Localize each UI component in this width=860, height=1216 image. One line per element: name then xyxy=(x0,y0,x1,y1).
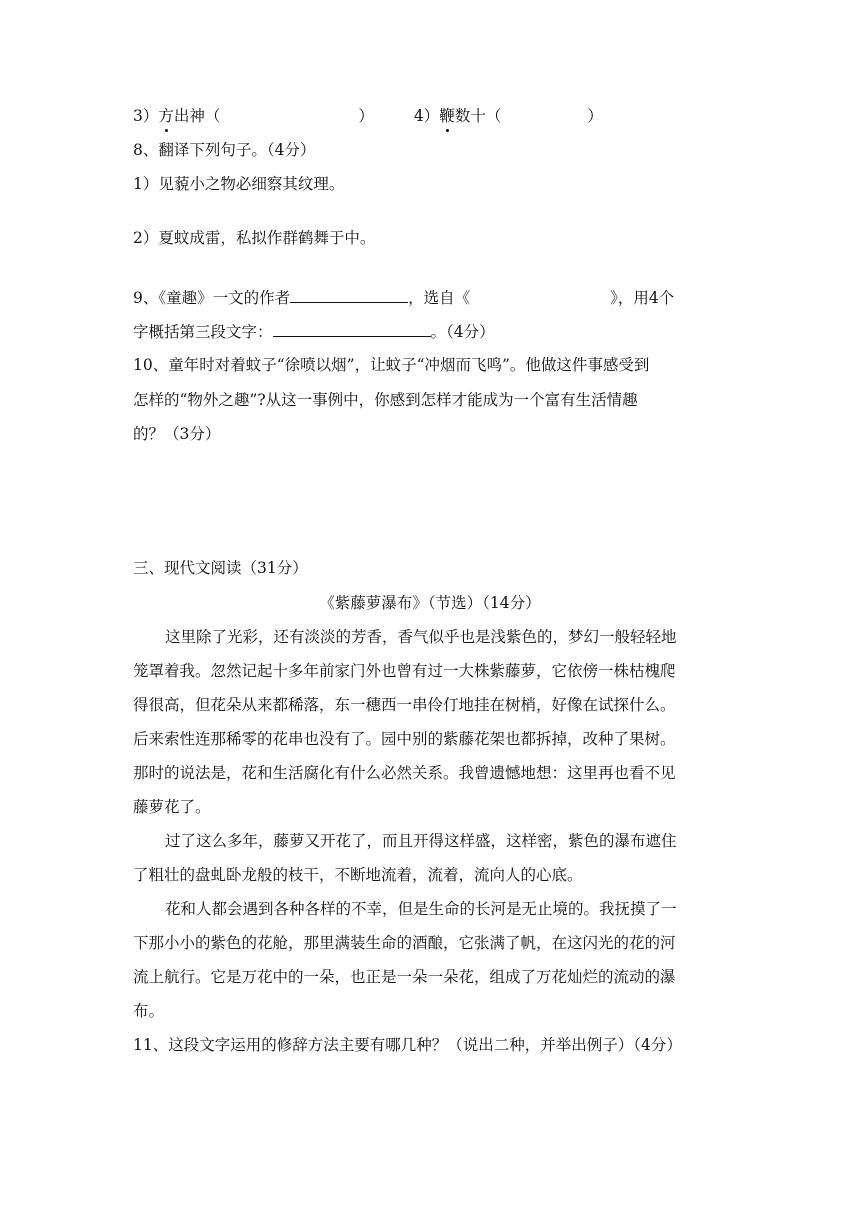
question-9-text-b: ，选自《 xyxy=(408,289,471,307)
question-9-line-2 xyxy=(133,320,495,342)
passage-p2-line-2: 了粗壮的盘虬卧龙般的枝干，不断地流着，流着，流向人的心底。 xyxy=(133,866,583,884)
passage-p1-line-5: 那时的说法是，花和生活腐化有什么必然关系。我曾遗憾地想：这里再也看不见 xyxy=(133,764,676,782)
passage-p1-line-4: 后来索性连那稀零的花串也没有了。园中别的紫藤花架也都拆掉，改种了果树。 xyxy=(133,730,676,748)
question-9-text-d: 字概括第三段文字： xyxy=(133,323,273,341)
passage-p1-line-2: 笼罩着我。忽然记起十多年前家门外也曾有过一大株紫藤萝，它依傍一株枯槐爬 xyxy=(133,662,676,680)
passage-p1-line-6: 藤萝花了。 xyxy=(133,798,211,816)
question-9-text-a: 9、《童趣》一文的作者 xyxy=(133,289,291,307)
question-8-sentence-1: 1）见藐小之物必细察其纹理。 xyxy=(133,175,345,193)
item-4-close: ） xyxy=(587,107,603,125)
question-10-line-2: 怎样的“物外之趣”?从这一事例中，你感到怎样才能成为一个富有生活情趣 xyxy=(133,391,638,409)
question-9-text-c: 》，用4个 xyxy=(610,289,675,307)
passage-p2-line-1: 过了这么多年，藤萝又开花了，而且开得这样盛，这样密，紫色的瀑布遮住 xyxy=(165,832,677,850)
item-3-prefix: 3） xyxy=(133,107,159,125)
item-3-text: 出神（ xyxy=(173,107,221,125)
summary-blank[interactable] xyxy=(273,320,431,337)
question-10-line-3: 的？（3分） xyxy=(133,425,221,443)
item-4-text: 数十（ xyxy=(454,107,502,125)
passage-p3-line-1: 花和人都会遇到各种各样的不幸，但是生命的长河是无止境的。我抚摸了一 xyxy=(165,900,677,918)
section-3-heading: 三、现代文阅读（31分） xyxy=(133,559,308,577)
question-10-line-1: 10、童年时对着蚊子“徐喷以烟”，让蚊子“冲烟而飞鸣”。他做这件事感受到 xyxy=(133,356,650,374)
item-3-close: ） xyxy=(358,107,374,125)
question-9-text-e: 。（4分） xyxy=(430,323,495,341)
question-8-title: 8、翻译下列句子。（4分） xyxy=(133,141,316,159)
passage-title: 《紫藤萝瀑布》（节选）（14分） xyxy=(319,594,541,612)
question-7-items xyxy=(133,106,603,126)
passage-p3-line-3: 流上航行。它是万花中的一朵，也正是一朵一朵花，组成了万花灿烂的流动的瀑 xyxy=(133,968,676,986)
item-4-prefix: 4） xyxy=(413,107,440,125)
item-3-dotted-char: 方 xyxy=(158,107,174,125)
passage-p1-line-1: 这里除了光彩，还有淡淡的芳香，香气似乎也是浅紫色的，梦幻一般轻轻地 xyxy=(165,628,677,646)
question-11: 11、这段文字运用的修辞方法主要有哪几种？（说出二种，并举出例子）（4分） xyxy=(133,1036,682,1054)
author-blank[interactable] xyxy=(290,286,408,303)
question-8-sentence-2: 2）夏蚊成雷，私拟作群鹤舞于中。 xyxy=(133,229,376,247)
question-9-line-1 xyxy=(133,286,674,308)
item-4-dotted-char: 鞭 xyxy=(439,107,455,125)
passage-p1-line-3: 得很高，但花朵从来都稀落，东一穗西一串伶仃地挂在树梢，好像在试探什么。 xyxy=(133,696,676,714)
passage-p3-line-2: 下那小小的紫色的花舱，那里满装生命的酒酿，它张满了帆，在这闪光的花的河 xyxy=(133,934,676,952)
passage-p3-line-4: 布。 xyxy=(133,1002,165,1020)
